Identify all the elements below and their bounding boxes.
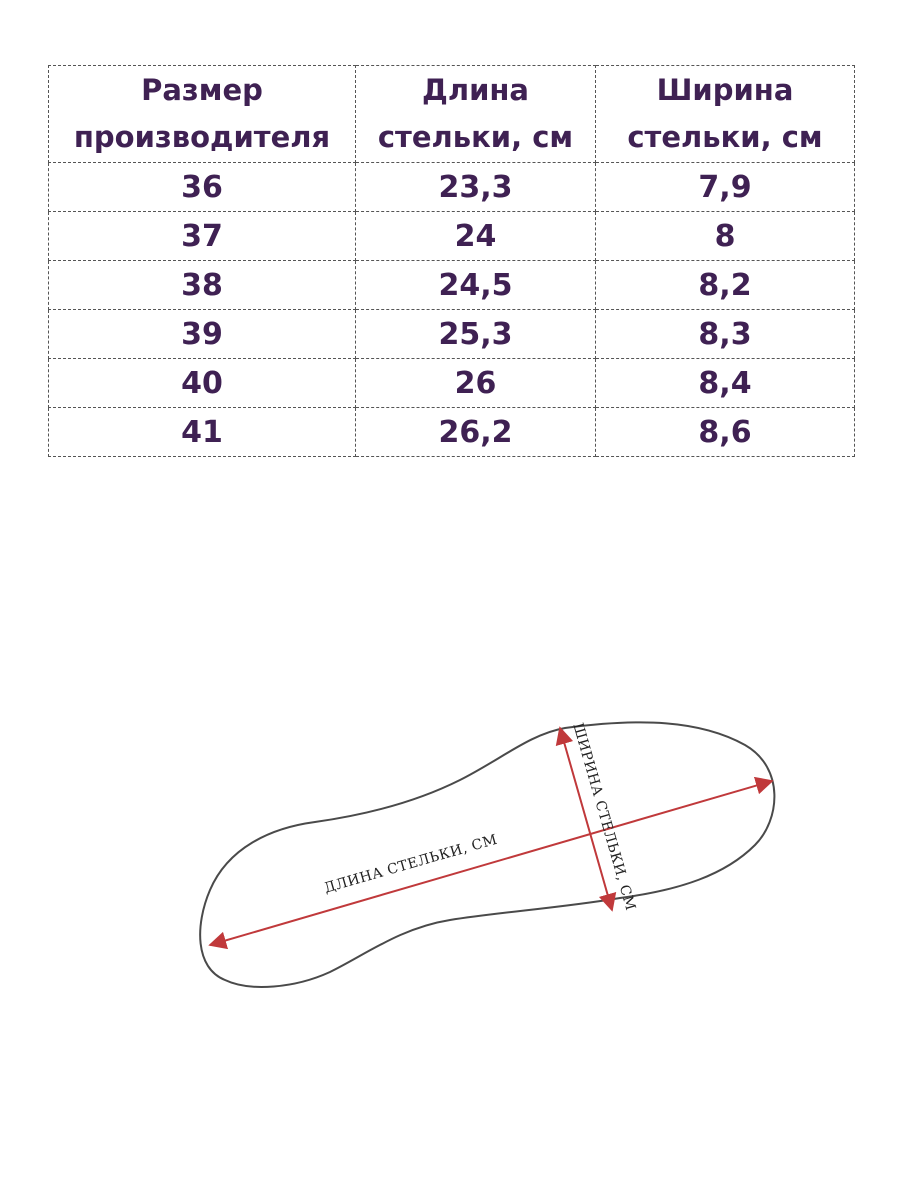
length-label: ДЛИНА СТЕЛЬКИ, СМ: [322, 831, 500, 897]
length-cell: 24,5: [356, 261, 596, 310]
size-cell: 37: [49, 212, 356, 261]
insole-outline: [200, 722, 774, 987]
length-cell: 24: [356, 212, 596, 261]
width-cell: 8,2: [596, 261, 855, 310]
width-cell: 8: [596, 212, 855, 261]
width-cell: 8,4: [596, 359, 855, 408]
length-cell: 25,3: [356, 310, 596, 359]
width-label: ШИРИНА СТЕЛЬКИ, СМ: [569, 721, 639, 913]
length-cell: 26,2: [356, 408, 596, 457]
header-line-2: стельки, см: [627, 120, 823, 154]
header-line-2: производителя: [73, 120, 331, 154]
width-cell: 8,6: [596, 408, 855, 457]
size-cell: 41: [49, 408, 356, 457]
width-cell: 8,3: [596, 310, 855, 359]
header-line-1: Длина: [422, 73, 529, 107]
size-cell: 36: [49, 163, 356, 212]
length-cell: 23,3: [356, 163, 596, 212]
length-arrow: [210, 781, 772, 945]
size-cell: 38: [49, 261, 356, 310]
length-cell: 26: [356, 359, 596, 408]
size-cell: 40: [49, 359, 356, 408]
header-line-2: стельки, см: [377, 120, 574, 154]
header-line-1: Ширина: [656, 73, 794, 107]
header-line-1: Размер: [141, 73, 263, 107]
size-cell: 39: [49, 310, 356, 359]
width-cell: 7,9: [596, 163, 855, 212]
